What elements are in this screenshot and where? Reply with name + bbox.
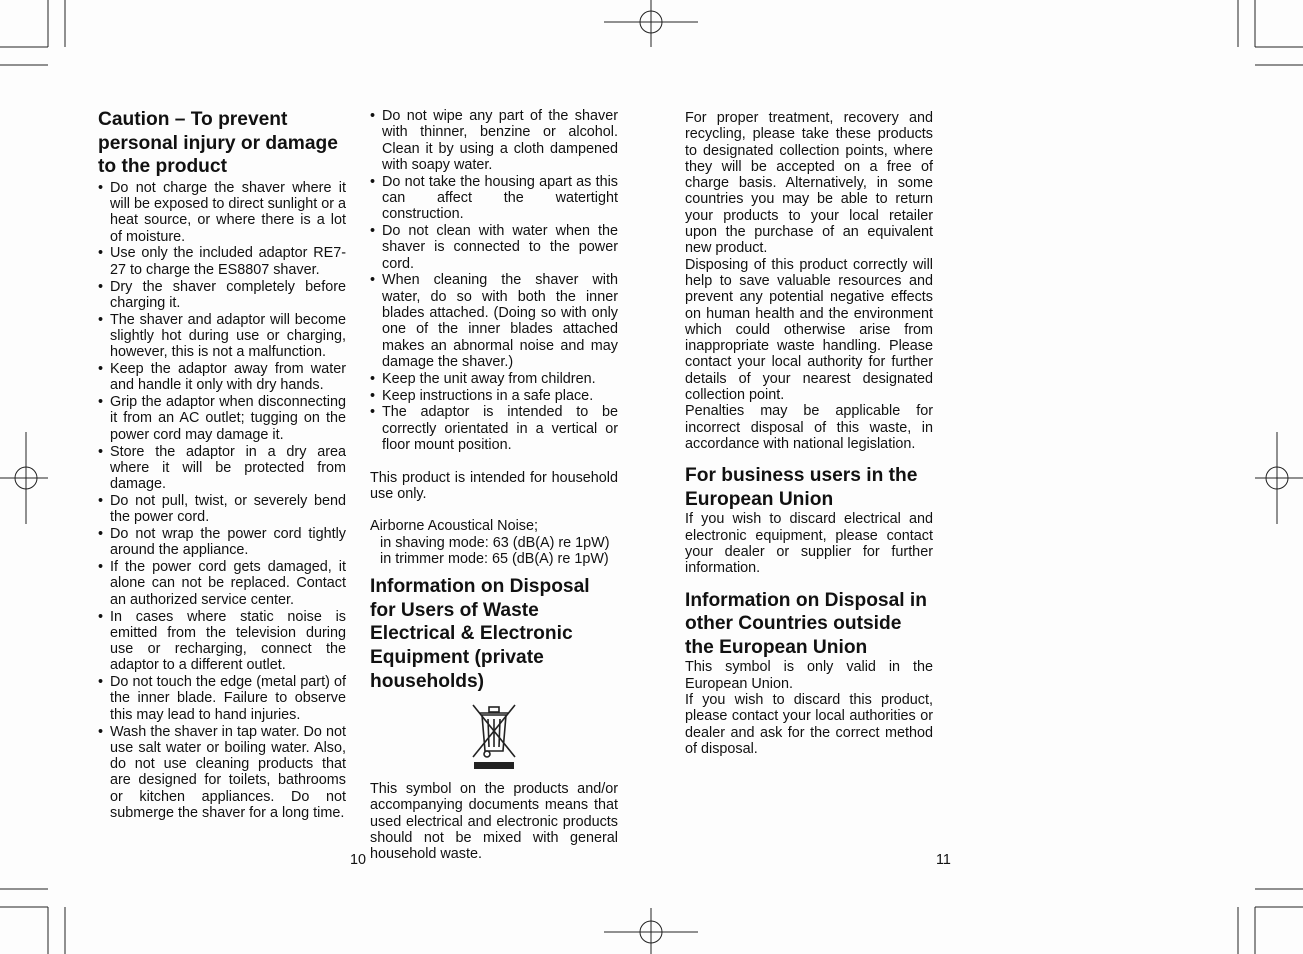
list-item: • Use only the included adaptor RE7-27 to charge the ES8807 shaver. [98,245,346,278]
list-item: • The adaptor is intended to be correctly orientated in a vertical or floor mount position. [370,404,618,453]
caution-list [98,180,346,822]
caution-list-continued [370,108,618,453]
noise-trimmer-mode: in trimmer mode: 65 (dB(A) re 1pW) [380,550,609,567]
list-item: • Do not pull, twist, or severely bend the power cord. [98,493,346,526]
list-item: • Do not touch the edge (metal part) of the inner blade. Failure to observe this may lead to hand injuries. [98,674,346,723]
outside-eu-text-1: This symbol is only valid in the European Union. [685,659,933,692]
list-item: • Wash the shaver in tap water. Do not use salt water or boiling water. Also, do not use cleaning products that are designed for toilets, bathrooms or kitchen appliances. Do not submerge the shaver for a long time. [98,724,346,822]
penalties-text: Penalties may be applicable for incorrect disposal of this waste, in accordance with national legislation. [685,403,933,452]
list-item: • Do not charge the shaver where it will be exposed to direct sunlight or a heat source, or where there is a lot of moisture. [98,180,346,245]
treatment-text: For proper treatment, recovery and recycling, please take these products to designated collection points, where they will be accepted on a free of charge basis. Alternatively, in some countries you may be able to return your products to your local retailer upon the purchase of an equivalent new product. [685,110,933,257]
list-item: • Keep instructions in a safe place. [370,388,618,404]
list-item: • If the power cord gets damaged, it alone can not be replaced. Contact an authorized service center. [98,559,346,608]
page-number-left: 10 [350,852,367,868]
list-item: • Do not wrap the power cord tightly around the appliance. [98,526,346,559]
list-item: • Store the adaptor in a dry area where it will be protected from damage. [98,444,346,493]
outside-eu-heading: Information on Disposal in other Countries outside the European Union [685,589,927,658]
business-users-heading: For business users in the European Union [685,465,918,510]
noise-shaving-mode: in shaving mode: 63 (dB(A) re 1pW) [380,534,610,551]
list-item: • When cleaning the shaver with water, do so with both the inner blades attached. (Doing so with only one of the inner blades attached makes an abnormal noise and may damage the shaver.) [370,272,618,370]
caution-heading: Caution – To prevent personal injury or damage to the product [98,109,338,178]
page-number-right: 11 [936,852,951,868]
disposing-correctly-text: Disposing of this product correctly will help to save valuable resources and prevent any potential negative effects on human health and the environment which could otherwise arise from inappropriate waste handling. Please contact your local authority for further details of your nearest designated collection point. [685,256,933,404]
list-item: • The shaver and adaptor will become slightly hot during use or charging, however, this is not a malfunction. [98,312,346,361]
right-column [685,108,933,757]
list-item: • In cases where static noise is emitted from the television during use or recharging, connect the adaptor to a different outlet. [98,609,346,674]
left-column-1 [98,108,346,822]
business-users-text: If you wish to discard electrical and electronic equipment, please contact your dealer or supplier for further information. [685,511,933,577]
list-item: • Keep the unit away from children. [370,371,618,387]
list-item: • Keep the adaptor away from water and handle it only with dry hands. [98,361,346,394]
disposal-heading: Information on Disposal for Users of Waste Electrical & Electronic Equipment (private households) [370,576,590,692]
list-item: • Do not clean with water when the shaver is connected to the power cord. [370,223,618,272]
left-column-2 [370,108,618,863]
household-use-text: This product is intended for household use only. [370,469,618,503]
list-item: • Grip the adaptor when disconnecting it from an AC outlet; tugging on the power cord may damage it. [98,394,346,443]
noise-label: Airborne Acoustical Noise; [370,518,538,535]
list-item: • Do not wipe any part of the shaver with thinner, benzine or alcohol. Clean it by using a cloth dampened with soapy water. [370,108,618,173]
symbol-explanation-text: This symbol on the products and/or accompanying documents means that used electrical and electronic products should not be mixed with general household waste. [370,781,618,863]
list-item: • Dry the shaver completely before charging it. [98,279,346,312]
list-item: • Do not take the housing apart as this can affect the watertight construction. [370,174,618,223]
outside-eu-text-2: If you wish to discard this product, please contact your local authorities or dealer and ask for the correct method of disposal. [685,691,933,757]
crossed-out-wheelie-bin-icon [469,701,519,771]
